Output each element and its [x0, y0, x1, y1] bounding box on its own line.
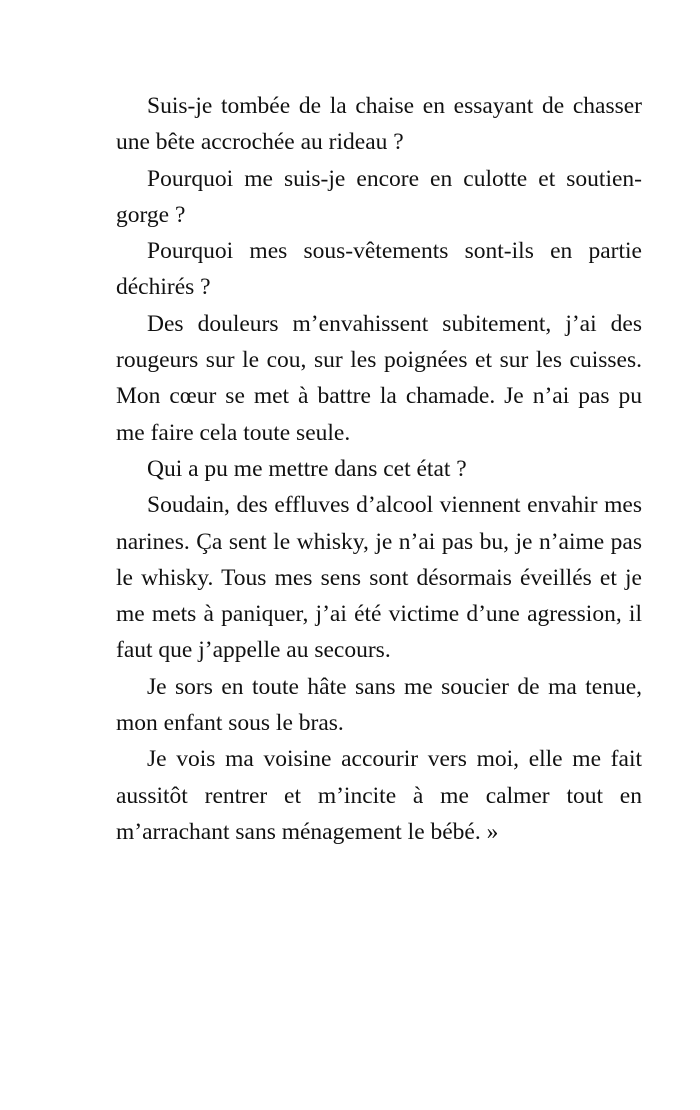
- paragraph: Pourquoi me suis-je encore en culotte et soutien-gorge ?: [116, 165, 642, 228]
- paragraph: Soudain, des effluves d’alcool viennent envahir mes narines. Ça sent le whisky, je n’ai pas bu, je n’aime pas le whisky. Tous mes sens sont désormais éveillés et je me mets à paniquer, j’ai été victime d’une agression, il faut que j’appelle au secours.: [116, 492, 642, 664]
- paragraph: Suis-je tombée de la chaise en essayant de chasser une bête accrochée au rideau ?: [116, 93, 642, 156]
- paragraph: Pourquoi mes sous-vêtements sont-ils en partie déchirés ?: [116, 238, 642, 301]
- paragraph: Qui a pu me mettre dans cet état ?: [147, 455, 467, 482]
- paragraph: Je vois ma voisine accourir vers moi, elle me fait aussitôt rentrer et m’incite à me calmer tout en m’arrachant sans ménagement le bébé. »: [116, 746, 642, 845]
- paragraph: Des douleurs m’envahissent subitement, j’ai des rougeurs sur le cou, sur les poignées et sur les cuisses. Mon cœur se met à battre la chamade. Je n’ai pas pu me faire cela toute seule.: [116, 310, 642, 446]
- paragraph: Je sors en toute hâte sans me soucier de ma tenue, mon enfant sous le bras.: [116, 673, 642, 737]
- body-text: [116, 88, 642, 850]
